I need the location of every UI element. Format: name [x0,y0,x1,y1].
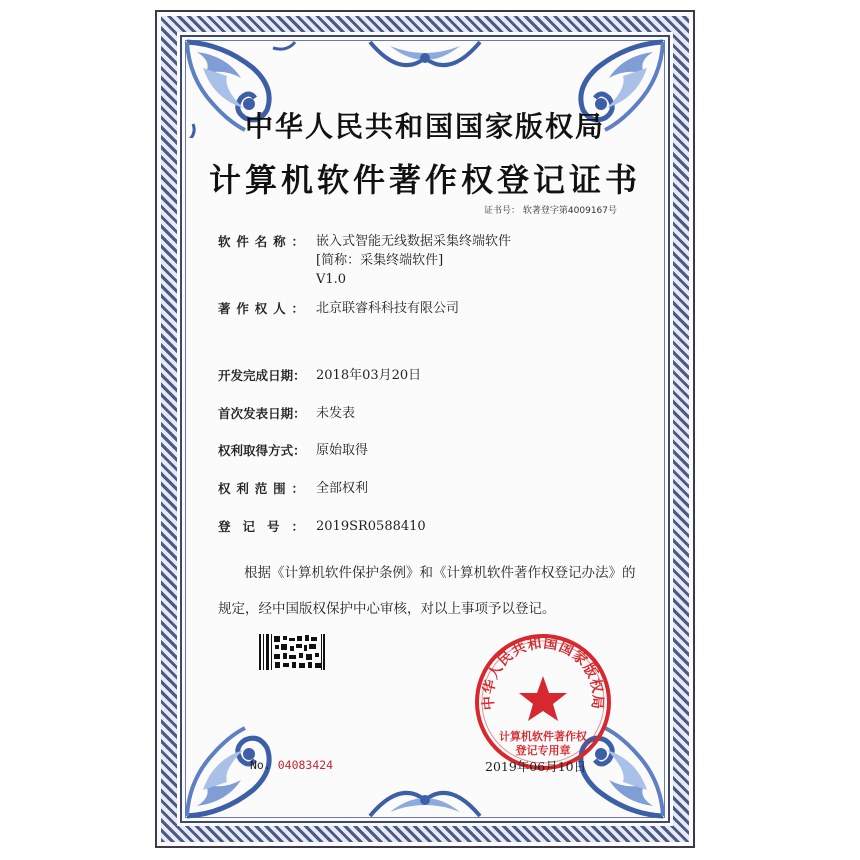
field-label: 开 发 完 成 日 期 ： [218,368,306,383]
field-value: 2018年03月20日 [316,368,422,383]
field-value: 2019SR0588410 [316,519,426,534]
software-short-name: [简称：采集终端软件] [316,253,444,268]
seal-text-line1: 计算机软件著作权 [499,730,587,743]
official-red-seal [473,632,613,772]
bottom-center-ornament [360,778,490,820]
seal-star-icon [519,676,567,721]
field-value: 北京联睿科科技有限公司 [316,301,460,316]
field-label: 权 利 取 得 方 式 ： [218,443,306,458]
serial-prefix: No. [250,758,271,772]
top-center-ornament [360,38,490,80]
serial-number [250,758,333,772]
field-value: 原始取得 [316,443,369,458]
statement-paragraph [218,555,648,627]
issue-date: 2019年06月10日 [485,759,587,774]
field-label: 软 件 名 称 ： [218,234,304,249]
field-label: 著 作 权 人 ： [218,301,304,316]
qr-barcode [259,634,325,670]
certificate-title: 计算机软件著作权登记证书 [208,161,641,199]
software-full-name: 嵌入式智能无线数据采集终端软件 [316,234,512,249]
field-label: 登 记 号 ： [218,519,304,534]
field-value: 全部权利 [316,481,369,496]
field-value: 未发表 [316,406,356,421]
certificate [155,10,695,848]
statement-line: 根据《计算机软件保护条例》和《计算机软件著作权登记办法》的 [244,565,636,581]
certificate-number: 证书号： 软著登字第4009167号 [484,206,617,216]
statement-line: 规定，经中国版权保护中心审核，对以上事项予以登记。 [218,601,556,617]
field-value [316,232,511,289]
field-label: 首 次 发 表 日 期 ： [218,406,306,421]
software-version: V1.0 [316,272,347,287]
issuing-authority: 中华人民共和国国家版权局 [244,110,605,143]
serial-value: 04083424 [277,758,334,772]
field-label: 权 利 范 围 ： [218,481,304,496]
seal-text-line2: 登记专用章 [515,744,571,757]
seal-ring-text: 中华人民共和国国家版权局 [480,635,606,711]
